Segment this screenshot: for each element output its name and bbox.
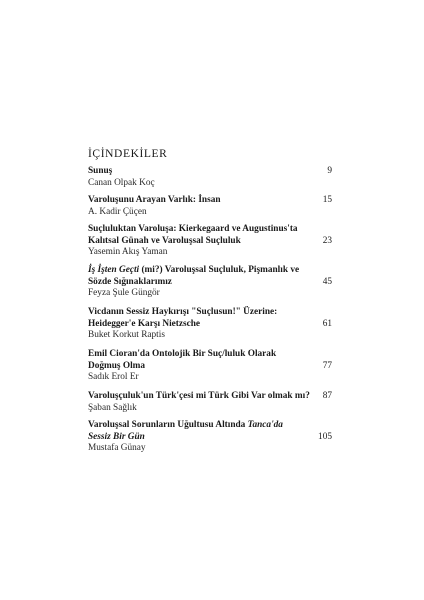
entry-title: Vicdanın Sessiz Haykırışı "Suçlusun!" Üzerine: Heidegger'e Karşı Nietzsche	[88, 307, 278, 329]
entry-author: Feyza Şule Güngör	[88, 288, 160, 298]
entry-page-number: 45	[322, 276, 332, 287]
entry-author: Buket Korkut Raptis	[88, 330, 165, 340]
entry-page-number: 15	[322, 195, 332, 205]
entry-author: Şaban Sağlık	[88, 402, 137, 413]
toc-entry[interactable]	[88, 391, 332, 414]
entry-title: Emil Cioran'da Ontolojik Bir Suç/luluk Olarak Doğmuş Olma	[88, 349, 277, 371]
entry-title-italic: İş İşten Geçti	[88, 265, 140, 275]
toc-entry[interactable]	[88, 307, 332, 342]
toc-entry[interactable]	[88, 265, 332, 300]
toc-entry[interactable]	[88, 166, 332, 189]
toc-entry[interactable]	[88, 195, 332, 218]
entry-author: Sadık Erol Er	[88, 372, 139, 382]
entry-author: Yasemin Akış Yaman	[88, 247, 168, 257]
entry-title: Suçluluktan Varoluşa: Kierkegaard ve Augustinus'ta Kalıtsal Günah ve Varoluşsal Suçluluk	[88, 224, 298, 246]
entry-page-number: 87	[322, 391, 332, 401]
entry-title	[88, 420, 300, 443]
entry-title: Varoluşçuluk'un Türk'çesi mi Türk Gibi Var olmak mı?	[88, 391, 310, 401]
entry-page-number: 9	[327, 166, 332, 176]
page-title: İÇİNDEKİLER	[88, 148, 168, 160]
entry-title-lead: Varoluşsal Sorunların Uğultusu Altında	[88, 420, 248, 430]
toc-entry[interactable]	[88, 224, 332, 259]
entry-author: Canan Olpak Koç	[88, 177, 155, 188]
entry-author: A. Kadir Çüçen	[88, 206, 147, 217]
entry-title	[88, 265, 300, 288]
entry-page-number: 105	[318, 431, 332, 442]
entry-page-number: 23	[322, 235, 332, 246]
entry-page-number: 77	[322, 360, 332, 371]
entry-title-italic: Tanca'da Sessiz Bir Gün	[88, 420, 283, 442]
entry-author: Mustafa Günay	[88, 443, 146, 453]
entry-page-number: 61	[322, 318, 332, 329]
entry-title: Sunuş	[88, 166, 113, 176]
toc-entry[interactable]	[88, 349, 332, 384]
entry-title-rest: (mi?) Varoluşsal Suçluluk, Pişmanlık ve Sözde Sığınaklarımız	[88, 265, 300, 287]
entry-title: Varoluşunu Arayan Varlık: İnsan	[88, 195, 221, 205]
toc-entry[interactable]	[88, 420, 332, 455]
